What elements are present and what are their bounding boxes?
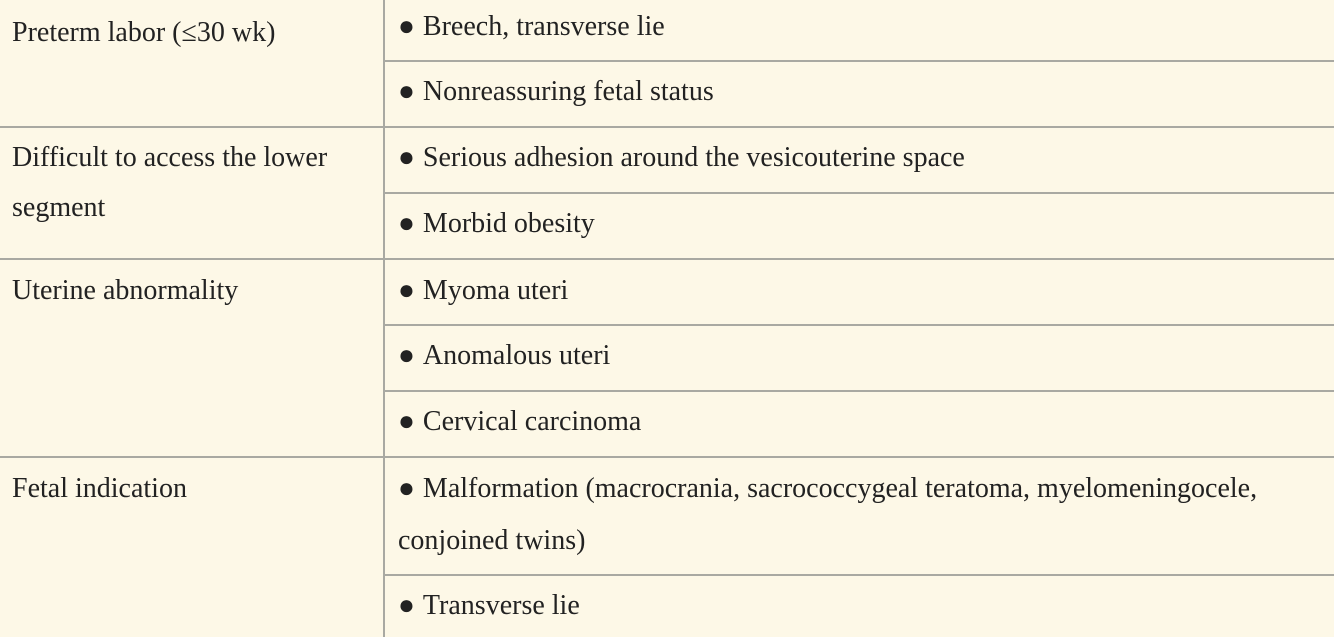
list-item: [384, 580, 1334, 632]
list-item: [384, 463, 1334, 567]
category-cell: [0, 0, 384, 59]
row-divider: [384, 390, 1334, 392]
list-item: [384, 66, 1334, 118]
bullet-icon: ●: [398, 208, 415, 239]
row-divider: [384, 324, 1334, 326]
item-text: Nonreassuring fetal status: [422, 76, 714, 107]
list-item: [384, 396, 1334, 448]
bullet-icon: ●: [398, 76, 415, 107]
category-cell: [0, 456, 384, 515]
row-divider: [384, 574, 1334, 576]
item-text: Myoma uteri: [422, 275, 569, 306]
list-item: [384, 132, 1334, 184]
category-label: Difficult to access the lower segment: [12, 142, 328, 223]
list-item: [384, 265, 1334, 317]
row-divider: [384, 60, 1334, 62]
row-divider: [384, 192, 1334, 194]
bullet-icon: ●: [398, 340, 415, 371]
bullet-icon: ●: [398, 11, 415, 42]
list-item: [384, 330, 1334, 382]
bullet-icon: ●: [398, 406, 415, 437]
item-text: Cervical carcinoma: [422, 406, 642, 437]
item-text: Transverse lie: [422, 590, 580, 621]
category-label: Fetal indication: [12, 473, 187, 504]
item-text: Malformation (macrocrania, sacrococcygeal teratoma, myelomeningocele, conjoined twins): [398, 473, 1258, 556]
item-text: Anomalous uteri: [422, 340, 611, 371]
item-text: Morbid obesity: [422, 208, 595, 239]
category-cell: [0, 126, 380, 233]
bullet-icon: ●: [398, 473, 415, 504]
item-text: Serious adhesion around the vesicouterine space: [422, 142, 965, 173]
bullet-icon: ●: [398, 275, 415, 306]
category-label: Preterm labor (≤30 wk): [12, 17, 276, 48]
bullet-icon: ●: [398, 590, 415, 621]
item-text: Breech, transverse lie: [422, 11, 665, 42]
category-label: Uterine abnormality: [12, 275, 239, 306]
bullet-icon: ●: [398, 142, 415, 173]
list-item: [384, 1, 1334, 53]
list-item: [384, 198, 1334, 250]
category-cell: [0, 258, 384, 317]
